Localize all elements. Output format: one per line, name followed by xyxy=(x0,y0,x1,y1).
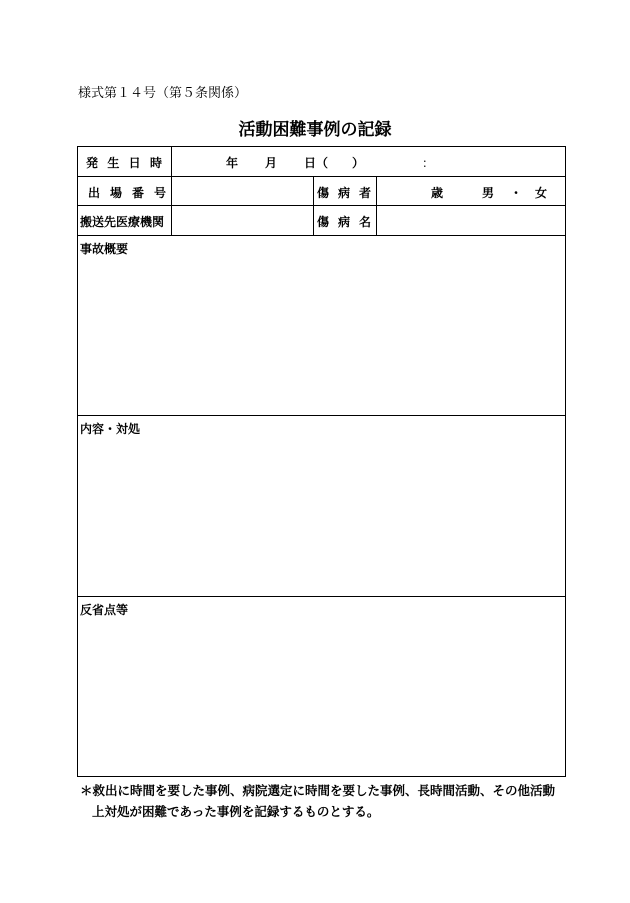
occurrence-year: 年 xyxy=(226,156,239,170)
footnote-line-2: 上対処が困難であった事例を記録するものとする。 xyxy=(92,804,380,819)
occurrence-day: 日（ ） xyxy=(304,156,365,170)
reflection-label: 反省点等 xyxy=(80,603,129,617)
footnote-line-1: ＊救出に時間を要した事例、病院選定に時間を要した事例、長時間活動、その他活動 xyxy=(80,783,556,798)
response-label: 内容・対処 xyxy=(80,422,141,436)
footnote xyxy=(80,780,580,822)
column-divider xyxy=(313,176,314,235)
injury-name-label: 傷病名 xyxy=(317,215,381,229)
sex-separator: ・ xyxy=(510,186,523,200)
page-title: 活動困難事例の記録 xyxy=(238,120,392,140)
occurrence-month: 月 xyxy=(265,156,278,170)
occurrence-time-colon: ： xyxy=(422,156,435,170)
destination-hospital-label: 搬送先医療機関 xyxy=(80,215,165,229)
record-form xyxy=(77,146,566,777)
row-divider xyxy=(78,235,565,236)
occurrence-label-char: 生 xyxy=(107,156,120,170)
section-divider xyxy=(78,415,565,416)
sex-male: 男 xyxy=(482,186,495,200)
accident-overview-label: 事故概要 xyxy=(80,242,129,256)
section-divider xyxy=(78,596,565,597)
form-number: 様式第１４号（第５条関係） xyxy=(78,86,248,101)
occurrence-label-char: 時 xyxy=(149,156,162,170)
occurrence-label-char: 発 xyxy=(86,156,99,170)
age-unit: 歳 xyxy=(431,186,444,200)
patient-label: 傷病者 xyxy=(317,186,381,200)
row-divider xyxy=(78,205,565,206)
sex-female: 女 xyxy=(535,186,548,200)
occurrence-label-cell xyxy=(86,154,162,171)
dispatch-number-label: 出場番号 xyxy=(88,186,177,200)
row-divider xyxy=(78,176,565,177)
occurrence-label-char: 日 xyxy=(128,156,141,170)
